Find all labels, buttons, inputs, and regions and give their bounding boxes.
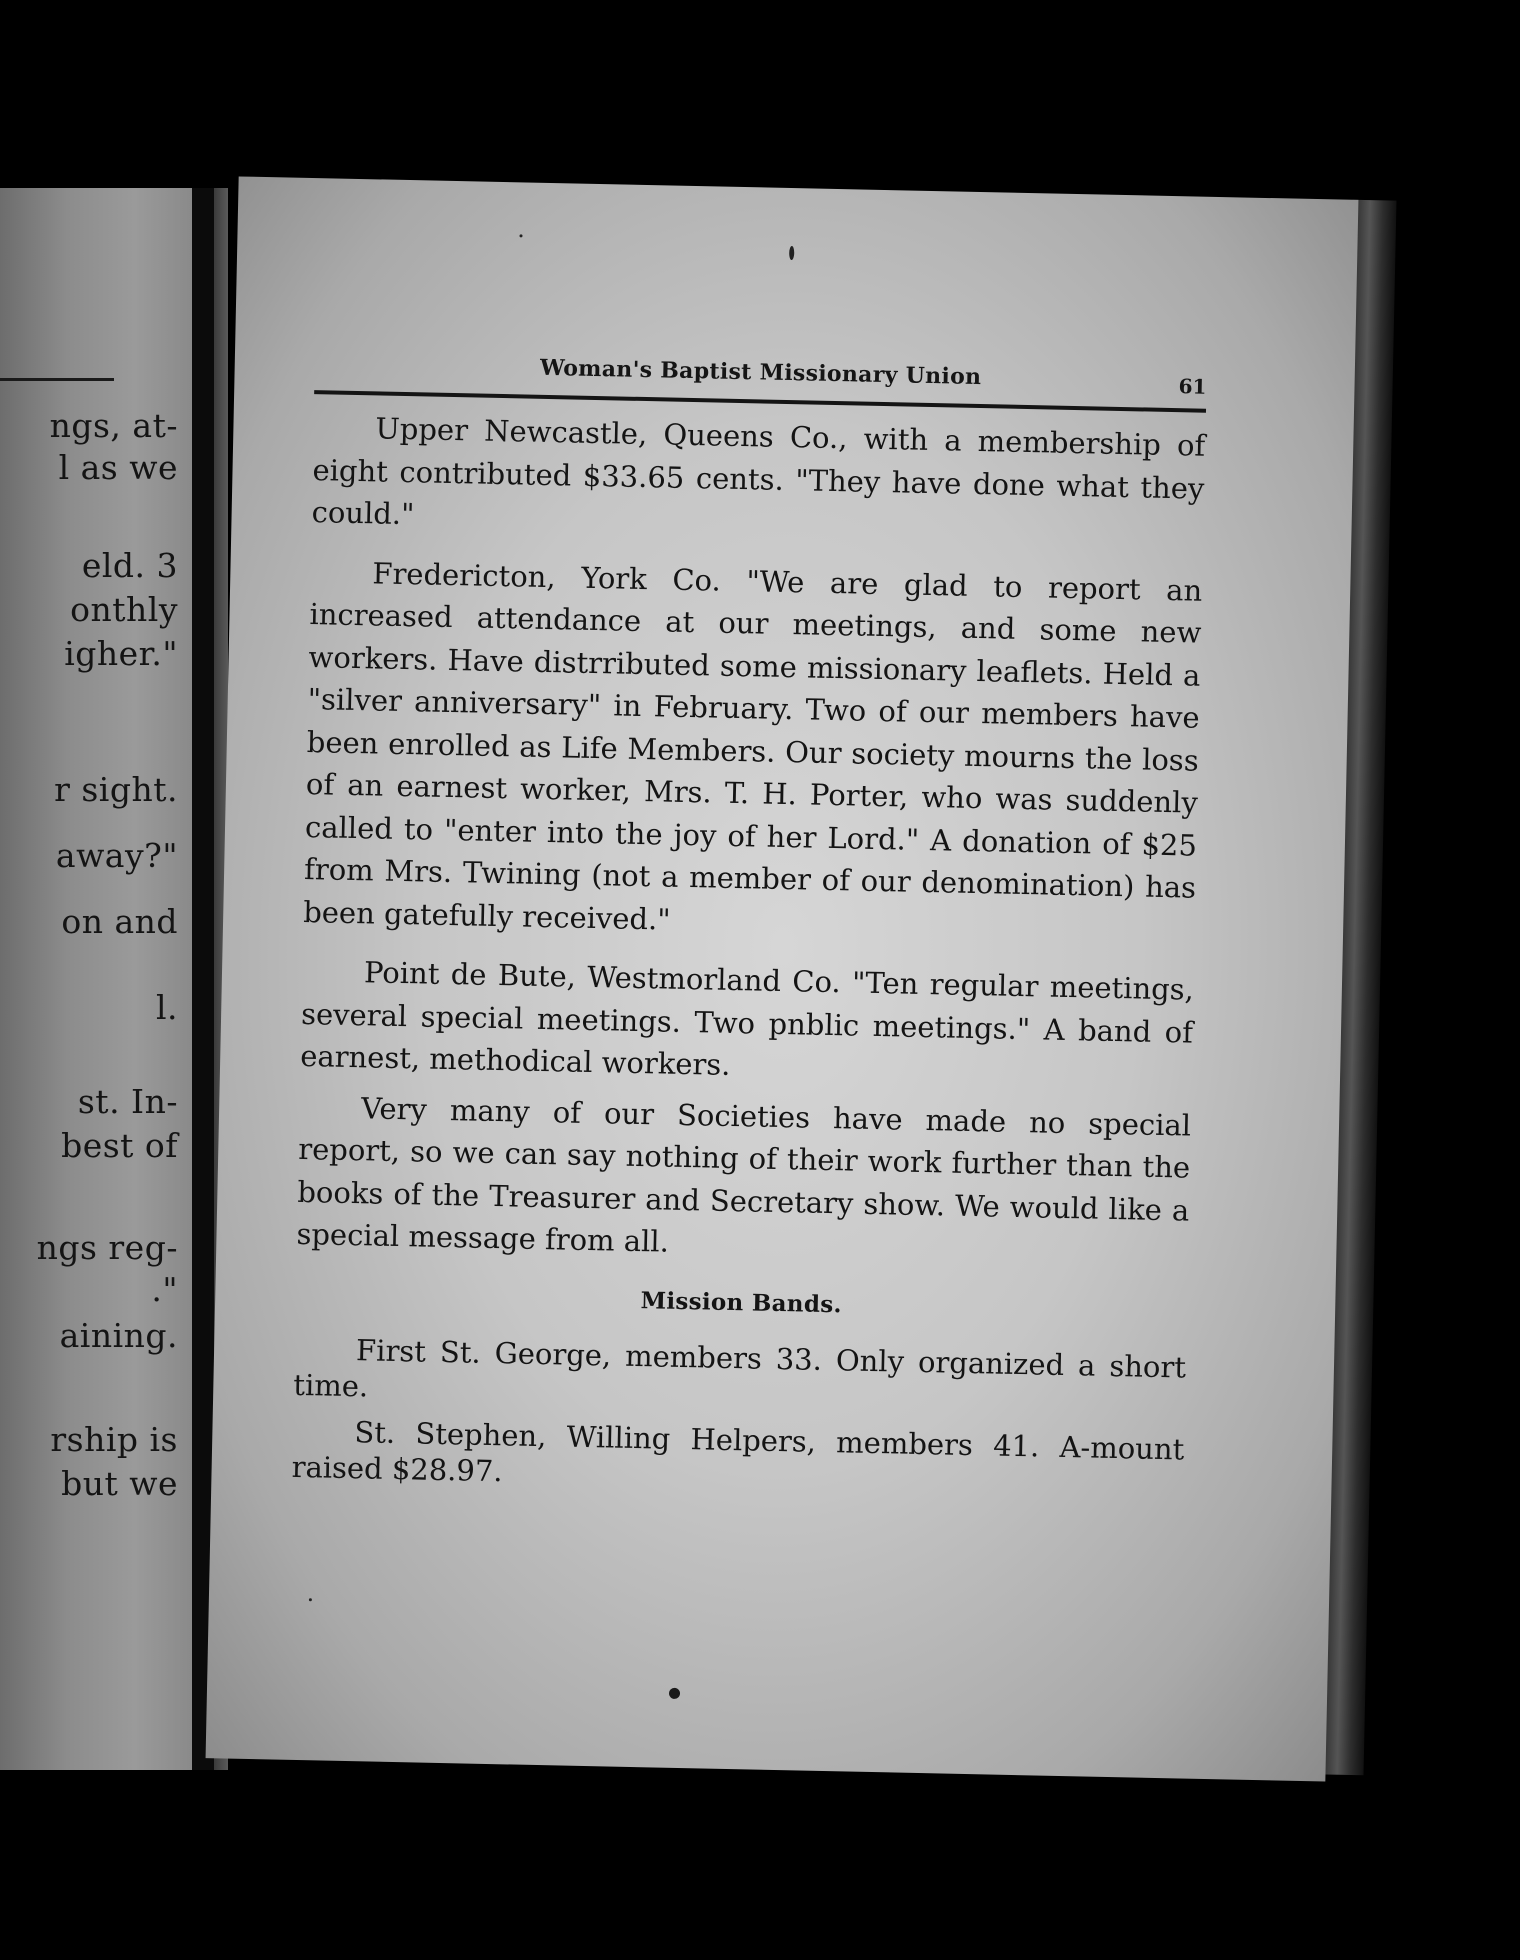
left-page-line: best of (61, 1126, 178, 1165)
left-page-rule (0, 378, 114, 381)
left-page-line: away?" (55, 836, 178, 875)
left-page-line: igher." (64, 634, 178, 673)
left-page-line: eld. 3 (81, 546, 178, 585)
paper-speck (519, 234, 522, 237)
left-page-line: l. (155, 988, 178, 1027)
paper-speck (789, 246, 794, 260)
paragraph-upper-newcastle: Upper Newcastle, Queens Co., with a membership of eight contributed $33.65 cents. "They have done what they could." (311, 411, 1206, 532)
left-page-line: but we (61, 1464, 178, 1503)
left-page-line: ." (151, 1270, 178, 1309)
paragraph-fredericton: Fredericton, York Co. "We are glad to report an increased attendance at our meetings, and some new workers. Have distrributed some missionary leaflets. Held a "silver anniversary" in February. Two of our members have been enrolled as Life Members. Our society mourns the loss of an earnest worker, Mrs. T. H. Porter, who was suddenly called to "enter into the joy of her Lord." A donation of $25 from Mrs. Twining (not a member of our denomination) has been gatefully received." (302, 555, 1203, 937)
paper-speck (309, 1598, 312, 1601)
left-page-line: rship is (50, 1420, 178, 1459)
running-head: Woman's Baptist Missionary Union (539, 354, 982, 391)
page-number: 61 (1178, 374, 1207, 399)
ink-dot (669, 1688, 680, 1699)
paragraph-point-de-bute: Point de Bute, Westmorland Co. "Ten regular meetings, several special meetings. Two pnblic meetings." A band of earnest, methodical workers. (299, 955, 1195, 1082)
left-page-line: ngs, at- (49, 406, 178, 445)
band-item-st-stephen: St. Stephen, Willing Helpers, members 41. A-mount raised $28.97. (291, 1415, 1185, 1489)
left-page-line: l as we (58, 448, 178, 487)
left-page-line: onthly (70, 590, 178, 629)
section-heading-mission-bands: Mission Bands. (640, 1286, 843, 1318)
left-page-line: on and (61, 902, 178, 941)
band-item-first-st-george: First St. George, members 33. Only organized a short time. (293, 1333, 1187, 1404)
page-body (291, 406, 1206, 1520)
left-page-line: aining. (59, 1316, 178, 1355)
paragraph-societies: Very many of our Societies have made no special report, so we can say nothing of their work further than the books of the Treasurer and Secretary show. We would like a special message from all. (296, 1090, 1192, 1259)
left-page-line: r sight. (54, 770, 178, 809)
left-page-line: st. In- (77, 1082, 178, 1121)
page-61 (206, 176, 1359, 1781)
facing-page-left (0, 188, 192, 1770)
left-page-line: ngs reg- (36, 1228, 178, 1267)
